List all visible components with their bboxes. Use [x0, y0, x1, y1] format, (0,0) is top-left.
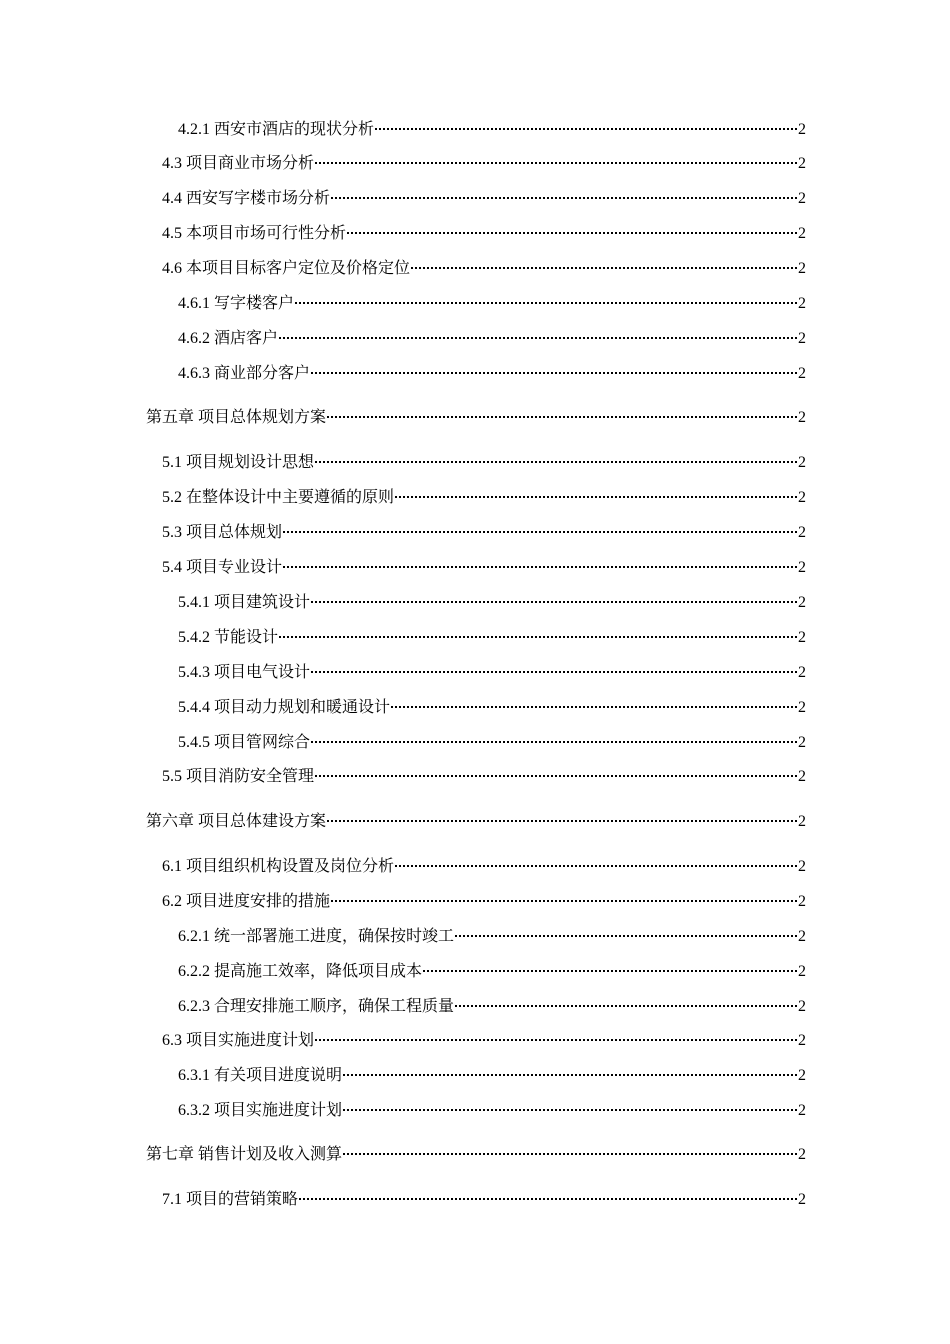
toc-entry[interactable] [162, 1188, 806, 1212]
toc-entry-title: 5.4.5 项目管网综合 [178, 734, 311, 751]
toc-entry-title: 5.4.3 项目电气设计 [178, 664, 311, 681]
toc-entry[interactable] [178, 362, 806, 386]
toc-page-number: 2 [798, 963, 806, 980]
toc-dot-leader [283, 566, 797, 568]
toc-entry[interactable] [162, 855, 806, 879]
toc-entry-title: 6.3.1 有关项目进度说明 [178, 1067, 343, 1084]
toc-dot-leader [311, 671, 797, 673]
toc-entry[interactable] [178, 995, 806, 1019]
toc-entry-title: 5.5 项目消防安全管理 [162, 768, 315, 785]
toc-page-number: 2 [798, 409, 806, 426]
toc-page-number: 2 [798, 1032, 806, 1049]
toc-dot-leader [331, 900, 797, 902]
toc-page-number: 2 [798, 190, 806, 207]
toc-entry-title: 4.6.1 写字楼客户 [178, 295, 295, 312]
toc-page-number: 2 [798, 813, 806, 830]
toc-dot-leader [315, 162, 797, 164]
toc-dot-leader [283, 531, 797, 533]
toc-entry[interactable] [146, 1143, 806, 1167]
toc-page-number: 2 [798, 365, 806, 382]
toc-entry[interactable] [162, 1029, 806, 1053]
toc-dot-leader [279, 636, 797, 638]
toc-entry[interactable] [146, 406, 806, 430]
toc-page-number: 2 [798, 121, 806, 138]
toc-dot-leader [299, 1198, 797, 1200]
toc-dot-leader [343, 1109, 797, 1111]
toc-entry-title: 4.5 本项目市场可行性分析 [162, 225, 347, 242]
toc-dot-leader [343, 1074, 797, 1076]
toc-page-number: 2 [798, 524, 806, 541]
toc-page-number: 2 [798, 155, 806, 172]
toc-page-number: 2 [798, 594, 806, 611]
toc-dot-leader [331, 197, 797, 199]
toc-page-number: 2 [798, 928, 806, 945]
toc-page-number: 2 [798, 734, 806, 751]
toc-entry[interactable] [178, 960, 806, 984]
toc-dot-leader [327, 416, 797, 418]
toc-entry[interactable] [146, 810, 806, 834]
toc-page-number: 2 [798, 225, 806, 242]
toc-entry[interactable] [178, 118, 806, 142]
toc-entry[interactable] [162, 556, 806, 580]
toc-entry[interactable] [162, 890, 806, 914]
toc-entry[interactable] [178, 1064, 806, 1088]
toc-entry-title: 7.1 项目的营销策略 [162, 1191, 299, 1208]
toc-dot-leader [395, 496, 797, 498]
toc-entry-title: 6.3.2 项目实施进度计划 [178, 1102, 343, 1119]
toc-entry-title: 4.2.1 西安市酒店的现状分析 [178, 121, 375, 138]
toc-entry-title: 6.2.2 提高施工效率，降低项目成本 [178, 963, 423, 980]
toc-dot-leader [375, 128, 797, 130]
toc-page-number: 2 [798, 629, 806, 646]
toc-entry[interactable] [178, 1099, 806, 1123]
toc-entry-title: 4.6 本项目目标客户定位及价格定位 [162, 260, 411, 277]
toc-dot-leader [455, 935, 797, 937]
toc-entry-title: 6.2.3 合理安排施工顺序，确保工程质量 [178, 998, 455, 1015]
toc-entry-title: 4.3 项目商业市场分析 [162, 155, 315, 172]
toc-entry-title: 第七章 销售计划及收入测算 [146, 1146, 343, 1163]
toc-dot-leader [347, 232, 797, 234]
toc-dot-leader [315, 461, 797, 463]
toc-entry[interactable] [178, 591, 806, 615]
toc-dot-leader [395, 865, 797, 867]
toc-dot-leader [279, 337, 797, 339]
toc-page-number: 2 [798, 295, 806, 312]
toc-dot-leader [311, 372, 797, 374]
toc-entry-title: 6.1 项目组织机构设置及岗位分析 [162, 858, 395, 875]
toc-entry-title: 5.4.4 项目动力规划和暖通设计 [178, 699, 391, 716]
toc-dot-leader [315, 1039, 797, 1041]
toc-page-number: 2 [798, 1191, 806, 1208]
toc-entry-title: 5.4 项目专业设计 [162, 559, 283, 576]
toc-entry-title: 4.6.2 酒店客户 [178, 330, 279, 347]
toc-entry[interactable] [178, 696, 806, 720]
toc-entry[interactable] [162, 152, 806, 176]
toc-page-number: 2 [798, 699, 806, 716]
toc-entry-title: 6.2 项目进度安排的措施 [162, 893, 331, 910]
toc-page-number: 2 [798, 1102, 806, 1119]
toc-page-number: 2 [798, 454, 806, 471]
toc-page-number: 2 [798, 559, 806, 576]
toc-entry[interactable] [162, 257, 806, 281]
toc-page-number: 2 [798, 998, 806, 1015]
toc-page-number: 2 [798, 858, 806, 875]
toc-entry-title: 5.1 项目规划设计思想 [162, 454, 315, 471]
toc-entry-title: 5.2 在整体设计中主要遵循的原则 [162, 489, 395, 506]
toc-entry[interactable] [178, 626, 806, 650]
toc-entry[interactable] [162, 222, 806, 246]
toc-entry-title: 5.3 项目总体规划 [162, 524, 283, 541]
toc-entry[interactable] [178, 925, 806, 949]
toc-entry[interactable] [178, 661, 806, 685]
toc-dot-leader [311, 601, 797, 603]
toc-entry-title: 第五章 项目总体规划方案 [146, 409, 327, 426]
toc-entry[interactable] [178, 731, 806, 755]
toc-entry-title: 4.6.3 商业部分客户 [178, 365, 311, 382]
toc-entry[interactable] [162, 451, 806, 475]
toc-page-number: 2 [798, 1067, 806, 1084]
toc-entry[interactable] [162, 521, 806, 545]
toc-page-number: 2 [798, 768, 806, 785]
toc-entry-title: 6.2.1 统一部署施工进度，确保按时竣工 [178, 928, 455, 945]
toc-dot-leader [391, 706, 797, 708]
toc-entry[interactable] [162, 765, 806, 789]
toc-entry-title: 5.4.1 项目建筑设计 [178, 594, 311, 611]
toc-page-number: 2 [798, 1146, 806, 1163]
toc-dot-leader [315, 775, 797, 777]
toc-entry[interactable] [162, 187, 806, 211]
toc-page-number: 2 [798, 489, 806, 506]
toc-dot-leader [423, 970, 797, 972]
toc-page-number: 2 [798, 893, 806, 910]
toc-dot-leader [343, 1153, 797, 1155]
toc-entry[interactable] [178, 292, 806, 316]
toc-dot-leader [295, 302, 797, 304]
toc-entry-title: 5.4.2 节能设计 [178, 629, 279, 646]
toc-entry-title: 第六章 项目总体建设方案 [146, 813, 327, 830]
toc-page-number: 2 [798, 260, 806, 277]
toc-dot-leader [411, 267, 797, 269]
toc-dot-leader [327, 820, 797, 822]
toc-page-number: 2 [798, 664, 806, 681]
toc-page-number: 2 [798, 330, 806, 347]
toc-entry-title: 6.3 项目实施进度计划 [162, 1032, 315, 1049]
toc-entry[interactable] [162, 486, 806, 510]
toc-entry-title: 4.4 西安写字楼市场分析 [162, 190, 331, 207]
toc-entry[interactable] [178, 327, 806, 351]
toc-dot-leader [455, 1005, 797, 1007]
toc-dot-leader [311, 741, 797, 743]
